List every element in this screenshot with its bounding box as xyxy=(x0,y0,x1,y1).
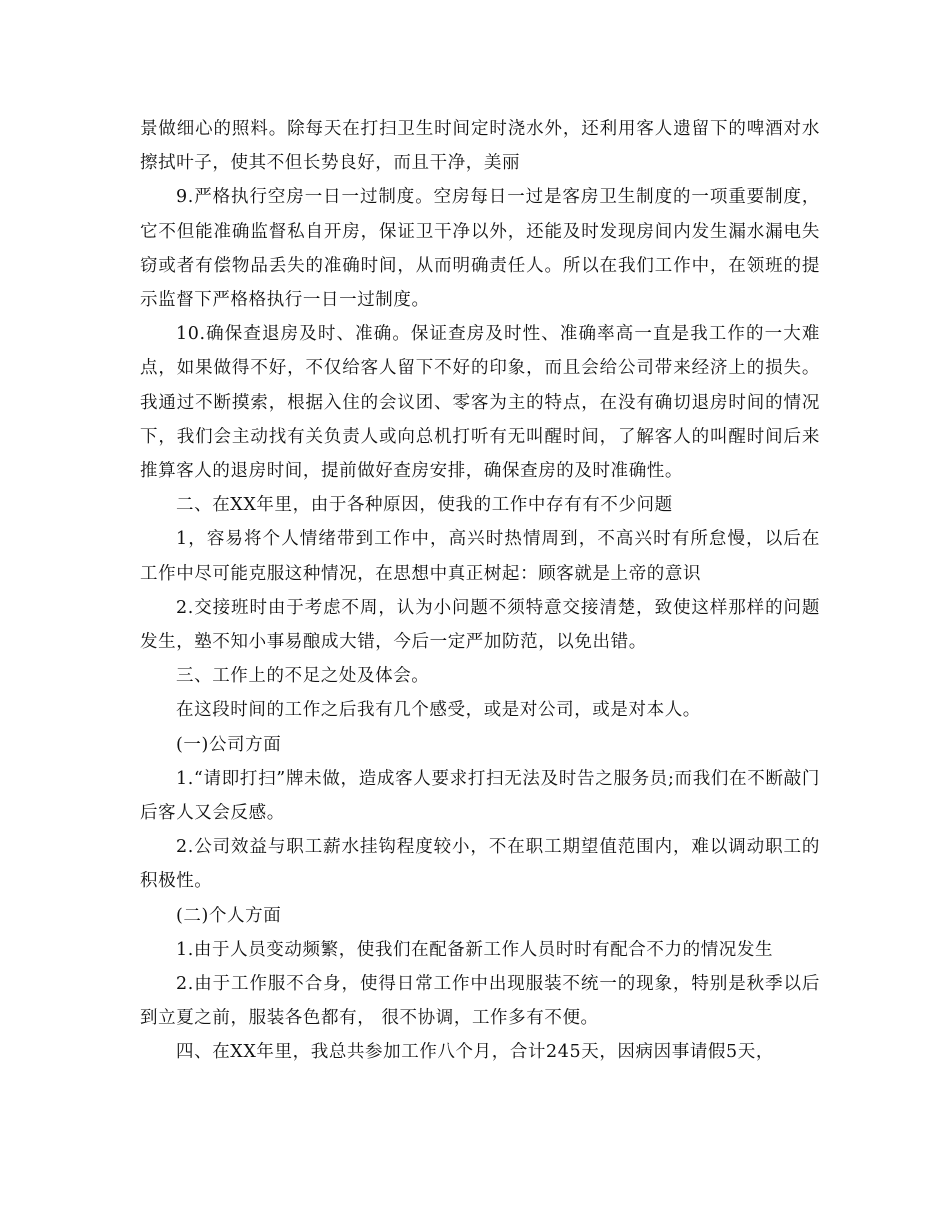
paragraph-6: 2.交接班时由于考虑不周，认为小问题不须特意交接清楚，致使这样那样的问题发生，塾不知小事易酿成大错，今后一定严加防范，以免出错。 xyxy=(140,597,820,653)
paragraph-13: 1.由于人员变动频繁，使我们在配备新工作人员时时有配合不力的情况发生 xyxy=(176,939,774,960)
paragraph-8: 在这段时间的工作之后我有几个感受，或是对公司，或是对本人。 xyxy=(176,700,701,721)
document-body xyxy=(140,112,820,1070)
paragraph-7: 三、工作上的不足之处及体会。 xyxy=(176,666,430,687)
paragraph-3: 10.确保查退房及时、准确。保证查房及时性、准确率高一直是我工作的一大难点，如果做得不好，不仅给客人留下不好的印象，而且会给公司带来经济上的损失。我通过不断摸索，根据入住的会议团、零客为主的特点，在没有确切退房时间的情况下，我们会主动找有关负责人或向总机打听有无叫醒时间，了解客人的叫醒时间后来推算客人的退房时间，提前做好查房安排，确保查房的及时准确性。 xyxy=(140,324,820,482)
paragraph-2: 9.严格执行空房一日一过制度。空房每日一过是客房卫生制度的一项重要制度，它不但能准确监督私自开房，保证卫干净以外，还能及时发现房间内发生漏水漏电失窃或者有偿物品丢失的准确时间，从而明确责任人。所以在我们工作中，在领班的提示监督下严格格执行一日一过制度。 xyxy=(140,187,820,311)
paragraph-4: 二、在XX年里，由于各种原因，使我的工作中存有有不少问题 xyxy=(176,495,673,516)
paragraph-5: 1，容易将个人情绪带到工作中，高兴时热情周到，不高兴时有所怠慢，以后在工作中尽可能克服这种情况，在思想中真正树起：顾客就是上帝的意识 xyxy=(140,529,820,584)
paragraph-10: 1.“请即打扫”牌未做，造成客人要求打扫无法及时告之服务员;而我们在不断敲门后客人又会反感。 xyxy=(140,768,820,824)
paragraph-15: 四、在XX年里，我总共参加工作八个月，合计245天，因病因事请假5天， xyxy=(176,1042,774,1063)
paragraph-1: 景做细心的照料。除每天在打扫卫生时间定时浇水外，还利用客人遗留下的啤酒对水擦拭叶子，使其不但长势良好，而且干净，美丽 xyxy=(140,119,820,174)
paragraph-11: 2.公司效益与职工薪水挂钩程度较小，不在职工期望值范围内，难以调动职工的积极性。 xyxy=(140,837,820,892)
paragraph-9: (一)公司方面 xyxy=(176,734,282,755)
paragraph-12: (二)个人方面 xyxy=(176,905,282,926)
paragraph-14: 2.由于工作服不合身，使得日常工作中出现服装不统一的现象，特别是秋季以后到立夏之前，服装各色都有， 很不协调，工作多有不便。 xyxy=(140,974,820,1029)
